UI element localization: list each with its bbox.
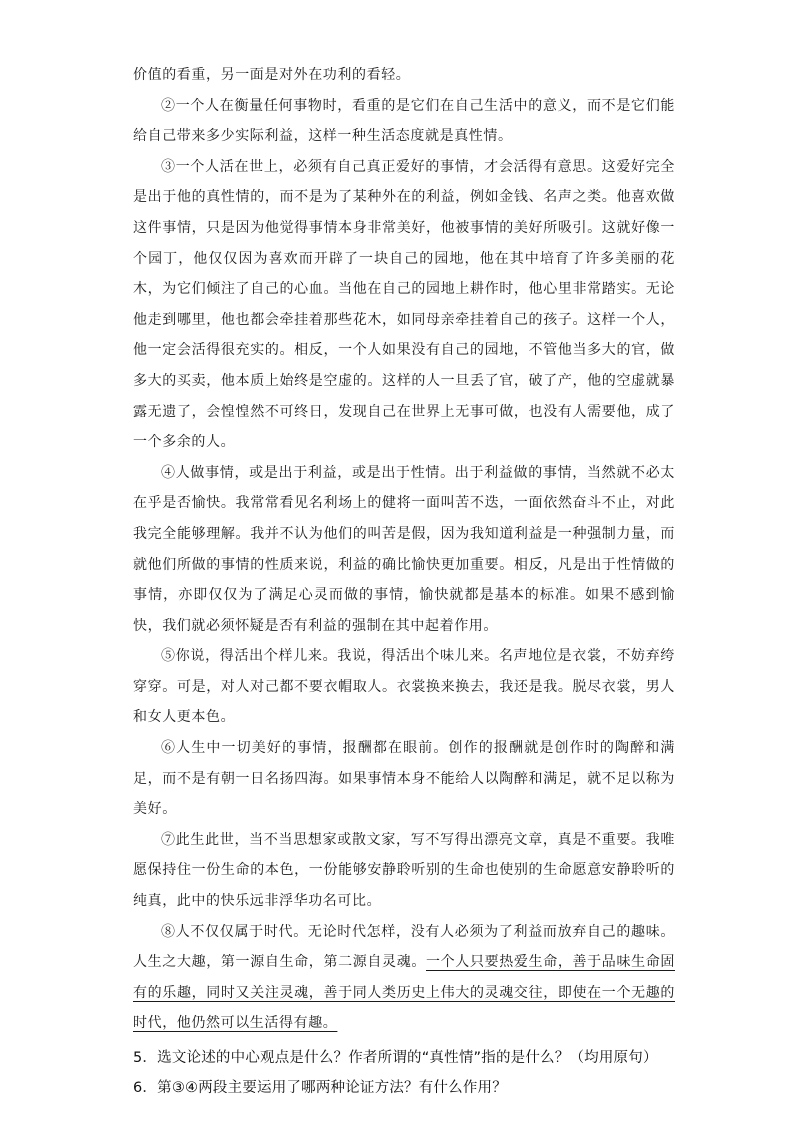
paragraph-7: ⑦此生此世，当不当思想家或散文家，写不写得出漂亮文章，真是不重要。我唯愿保持住一份生命的本色，一份能够安静聆听别的生命也使别的生命愿意安静聆听的纯真，此中的快乐远非浮华功名可比。 <box>133 831 675 910</box>
paragraph-6: ⑥人生中一切美好的事情，报酬都在眼前。创作的报酬就是创作时的陶醉和满足，而不是有朝一日名扬四海。如果事情本身不能给人以陶醉和满足，就不足以称为美好。 <box>133 740 675 818</box>
paragraph-4: ④人做事情，或是出于利益，或是出于性情。出于利益做的事情，当然就不必太在乎是否愉快。我常常看见名利场上的健将一面叫苦不迭，一面依然奋斗不止，对此我完全能够理解。我并不认为他们的叫苦是假，因为我知道利益是一种强制力量，而就他们所做的事情的性质来说，利益的确比愉快更加重要。相反，凡是出于性情做的事情，亦即仅仅为了满足心灵而做的事情，愉快就都是基本的标准。如果不感到愉快，我们就必须怀疑是否有利益的强制在其中起着作用。 <box>133 464 675 634</box>
paragraph-8 <box>133 917 675 1039</box>
paragraph-8-plain: ⑧人不仅仅属于时代。无论时代怎样，没有人必须为了利益而放弃自己的趣味。人生之大趣，第一源自生命，第二源自灵魂。 <box>133 923 675 971</box>
paragraph-2: ②一个人在衡量任何事物时，看重的是它们在自己生活中的意义，而不是它们能给自己带来多少实际利益，这样一种生活态度就是真性情。 <box>133 97 675 145</box>
paragraph-1-continued: 价值的看重，另一面是对外在功利的看轻。 <box>133 67 411 83</box>
paragraph-3: ③一个人活在世上，必须有自己真正爱好的事情，才会活得有意思。这爱好完全是出于他的真性情的，而不是为了某种外在的利益，例如金钱、名声之类。他喜欢做这件事情，只是因为他觉得事情本身非常美好，他被事情的美好所吸引。这就好像一个园丁，他仅仅因为喜欢而开辟了一块自己的园地，他在其中培育了许多美丽的花木，为它们倾注了自己的心血。当他在自己的园地上耕作时，他心里非常踏实。无论他走到哪里，他也都会牵挂着那些花木，如同母亲牵挂着自己的孩子。这样一个人，他一定会活得很充实的。相反，一个人如果没有自己的园地，不管他当多大的官，做多大的买卖，他本质上始终是空虚的。这样的人一旦丢了官，破了产，他的空虚就暴露无遗了，会惶惶然不可终日，发现自己在世界上无事可做，也没有人需要他，成了一个多余的人。 <box>133 158 675 451</box>
paragraph-8-underlined-sentence: 一个人只要热爱生命，善于品味生命固有的乐趣，同时又关注灵魂，善于同人类历史上伟大的灵魂交往，即使在一个无趣的时代，他仍然可以生活得有趣。 <box>133 954 675 1032</box>
question-6: 6．第③④两段主要运用了哪两种论证方法？有什么作用？ <box>133 1080 507 1096</box>
question-5: 5．选文论述的中心观点是什么？作者所谓的“真性情”指的是什么？（均用原句） <box>133 1050 658 1066</box>
paragraph-5: ⑤你说，得活出个样儿来。我说，得活出个味儿来。名声地位是衣裳，不妨弃绔穿穿。可是，对人对己都不要衣帽取人。衣裳换来换去，我还是我。脱尽衣裳，男人和女人更本色。 <box>133 648 675 726</box>
essay-text <box>133 60 675 1103</box>
